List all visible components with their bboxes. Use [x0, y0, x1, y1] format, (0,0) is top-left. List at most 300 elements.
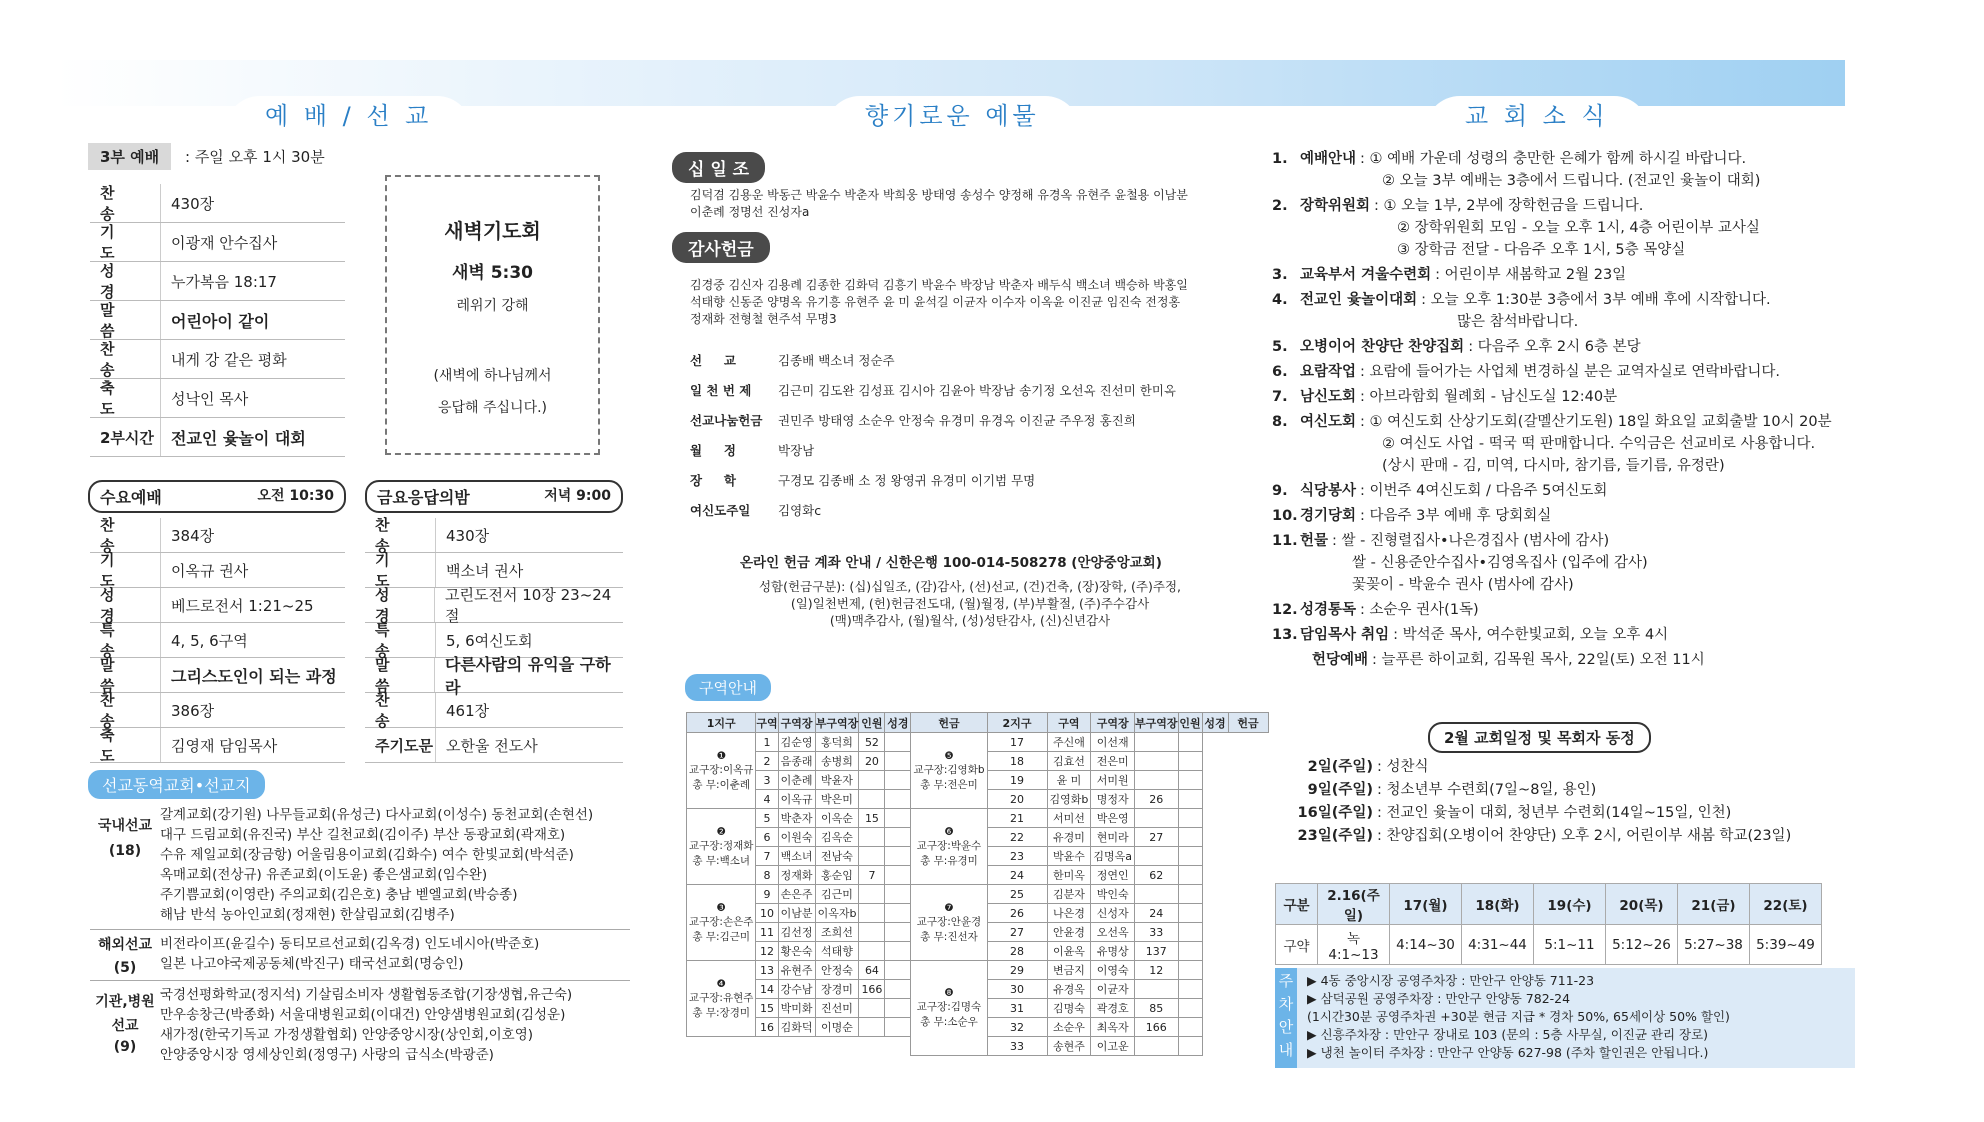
zone-cell: 조희선 — [815, 923, 859, 942]
zone-cell: 18 — [987, 752, 1047, 771]
news-text: : 다음주 3부 예배 후 당회회실 — [1360, 508, 1552, 524]
zone-group-right — [911, 961, 987, 1056]
inst-label2: 선교 — [111, 1018, 139, 1034]
inst-line: 안양중앙시장 영세상인회(정영구) 사랑의 급식소(박광준) — [160, 1047, 494, 1063]
zone-cell: 홍덕희 — [815, 733, 859, 752]
online-line: 성함(헌금구분): (십)십일조, (감)감사, (선)선교, (건)건축, (장)장학, (주)주정, — [758, 579, 1182, 594]
zone-cell — [859, 771, 885, 790]
news-first-line — [1272, 289, 1872, 311]
weekly-head-cell: 21(금) — [1678, 884, 1750, 925]
zone-cell — [885, 999, 911, 1018]
zone-cell: 주신애 — [1047, 733, 1091, 752]
news-topic: 헌물 — [1300, 533, 1329, 549]
zone-group-left — [687, 733, 756, 809]
zone-cell — [885, 828, 911, 847]
fri-value: 5, 6여신도회 — [435, 623, 533, 657]
zone-cell: 16 — [756, 1018, 778, 1037]
news-text: : ① 예배 가운데 성령의 충만한 은혜가 함께 하시길 바랍니다. — [1360, 151, 1747, 167]
fri-value: 461장 — [435, 693, 489, 727]
zone-group-lead: 교구장:김영화b — [913, 763, 985, 776]
zone-cell: 전은미 — [1091, 752, 1135, 771]
schedule-date: 9일(주일) — [1307, 782, 1373, 798]
news-num: 4. — [1272, 292, 1288, 308]
zone-cell: 31 — [987, 999, 1047, 1018]
zone-cell: 9 — [756, 885, 778, 904]
news-item — [1272, 649, 1872, 671]
service3-row — [90, 301, 345, 340]
zone-cell — [1135, 980, 1179, 999]
service3-key: 찬 송 — [100, 340, 129, 379]
inst-label1: 기관,병원 — [95, 994, 155, 1010]
zone-group-lead: 교구장:이옥규 — [689, 763, 754, 776]
news-text: : 이번주 4여신도회 / 다음주 5여신도회 — [1360, 483, 1608, 499]
offering-header: 향기로운 예물 — [825, 96, 1080, 131]
zone-group-lead2: 총 무:이춘례 — [692, 778, 750, 791]
service3-value: 전교인 윷놀이 대회 — [160, 418, 306, 456]
zone-cell: 안윤경 — [1047, 923, 1091, 942]
fri-row — [365, 655, 623, 697]
zone-cell: 김선정 — [778, 923, 815, 942]
schedule-date: 23일(주일) — [1297, 828, 1373, 844]
news-text: : 어린이부 새봄학교 2월 23일 — [1435, 267, 1627, 283]
zone-cell: 소순우 — [1047, 1018, 1091, 1037]
zone-cell — [885, 733, 911, 752]
thanks-line: 정재화 전형철 현주석 무명3 — [690, 312, 837, 326]
news-item — [1272, 289, 1872, 333]
zone-cell: 이옥규 — [778, 790, 815, 809]
offering-rows — [690, 345, 1250, 525]
zone-cell: 박인숙 — [1091, 885, 1135, 904]
news-first-line — [1272, 599, 1872, 621]
fri-key: 찬 송 — [375, 691, 404, 730]
zone-cell — [1135, 771, 1179, 790]
weekly-head-cell: 2.16(주일) — [1318, 884, 1390, 925]
zone-cell: 박미화 — [778, 999, 815, 1018]
zone-cell: 166 — [859, 980, 885, 999]
zone-cell — [1178, 828, 1202, 847]
zone-cell: 백소녀 — [778, 847, 815, 866]
mission-domestic — [90, 805, 630, 930]
fri-row — [365, 553, 623, 588]
zone-cell: 최옥자 — [1091, 1018, 1135, 1037]
zone-cell — [1178, 923, 1202, 942]
zone-cell: 1 — [756, 733, 778, 752]
service3-value: 430장 — [160, 184, 214, 222]
zone-cell: 정재화 — [778, 866, 815, 885]
zone-cell — [1135, 847, 1179, 866]
news-text: : 아브라함회 월례회 - 남신도실 12:40분 — [1360, 389, 1618, 405]
zone-cell: 28 — [987, 942, 1047, 961]
zone-cell: 32 — [987, 1018, 1047, 1037]
zone-cell: 5 — [756, 809, 778, 828]
service3-key: 찬 송 — [100, 184, 129, 223]
offer-row — [690, 405, 1250, 435]
zone-cell — [859, 904, 885, 923]
news-num: 3. — [1272, 267, 1288, 283]
zone-cell: 24 — [987, 866, 1047, 885]
fri-table — [365, 518, 623, 763]
zone-cell: 진선미 — [815, 999, 859, 1018]
news-list — [1272, 148, 1872, 674]
online-line: (맥)맥추감사, (월)월삭, (성)성탄감사, (신)신년감사 — [829, 613, 1111, 628]
zone-cell: 3 — [756, 771, 778, 790]
schedule-text: : 성찬식 — [1377, 759, 1429, 775]
zone-cell — [885, 980, 911, 999]
zone-header-cell: 인원 — [1178, 713, 1202, 733]
wed-row — [90, 623, 345, 658]
schedule-item — [1285, 825, 1885, 848]
news-first-line — [1272, 195, 1872, 217]
weekly-cell: 5:1~11 — [1534, 925, 1606, 965]
zone-cell: 166 — [1135, 1018, 1179, 1037]
service3-title: 3부 예배 — [88, 143, 171, 170]
offer-key: 선 교 — [690, 353, 736, 368]
zone-cell — [859, 923, 885, 942]
zone-cell: 이영숙 — [1091, 961, 1135, 980]
news-num: 6. — [1272, 364, 1288, 380]
zone-header-row — [687, 713, 1269, 733]
zone-cell: 명정자 — [1091, 790, 1135, 809]
zone-cell: 27 — [987, 923, 1047, 942]
service3-value: 성낙인 목사 — [160, 379, 248, 417]
service3-row — [90, 184, 345, 223]
schedule-text: : 청소년부 수련회(7일~8일, 용인) — [1377, 782, 1597, 798]
zone-cell: 29 — [987, 961, 1047, 980]
news-text: : ① 오늘 1부, 2부에 장학헌금을 드립니다. — [1374, 198, 1644, 214]
worship-header: 예 배 / 선 교 — [225, 96, 472, 131]
parking-line: ▶ 냉천 놀이터 주차장 : 만안구 안양동 627-98 (주차 할인권은 안됩니다.) — [1307, 1045, 1709, 1060]
zone-cell: 유경미 — [1047, 828, 1091, 847]
zone-cell: 20 — [987, 790, 1047, 809]
fri-row — [365, 693, 623, 728]
zone-row — [687, 733, 1269, 752]
news-topic: 경기당회 — [1300, 508, 1357, 524]
zone-cell: 석태향 — [815, 942, 859, 961]
wed-value: 그리스도인이 되는 과정 — [160, 658, 337, 692]
zone-cell: 김명옥a — [1091, 847, 1135, 866]
service3-key: 축 도 — [100, 379, 129, 418]
zone-group-right — [911, 885, 987, 961]
thanks-line: 김경중 김신자 김용례 김종한 김화덕 김흥기 박윤수 박장남 박춘자 배두식 백소녀 백승하 박홍일 — [690, 278, 1188, 292]
schedule-item — [1285, 802, 1885, 825]
fri-title-box — [365, 480, 623, 513]
zone-cell — [885, 847, 911, 866]
wed-value: 386장 — [160, 693, 214, 727]
zone-cell: 33 — [1135, 923, 1179, 942]
news-text: : 쌀 - 진형렬집사•나은경집사 (범사에 감사) — [1332, 533, 1610, 549]
zone-cell — [885, 809, 911, 828]
offer-row — [690, 345, 1250, 375]
zone-cell: 7 — [756, 847, 778, 866]
zone-cell: 27 — [1135, 828, 1179, 847]
zone-cell: 이원숙 — [778, 828, 815, 847]
zone-cell — [1135, 752, 1179, 771]
service3-value: 내게 강 같은 평화 — [160, 340, 287, 378]
zone-cell: 김순영 — [778, 733, 815, 752]
zone-cell: 송현주 — [1047, 1037, 1091, 1056]
zone-group-lead2: 총 무:김근미 — [692, 930, 750, 943]
zone-cell — [1178, 809, 1202, 828]
zone-group-num: ❶ — [716, 749, 726, 762]
zone-cell: 정연인 — [1091, 866, 1135, 885]
mission-tag: 선교동역교회•선교지 — [88, 770, 265, 799]
zone-cell: 12 — [756, 942, 778, 961]
service3-row — [90, 379, 345, 418]
tithe-line: 김덕겸 김용운 박동근 박윤수 박춘자 박희웅 방태영 송성수 양정해 유경옥 유현주 윤철용 이남분 — [690, 188, 1188, 202]
online-line: (일)일천번제, (헌)헌금전도대, (월)월정, (부)부활절, (주)주수감사 — [790, 596, 1150, 611]
domestic-line: 해남 반석 농아인교회(정재현) 한살림교회(김병주) — [160, 907, 455, 923]
zone-cell: 박은영 — [1091, 809, 1135, 828]
zone-cell: 137 — [1135, 942, 1179, 961]
wed-key: 기 도 — [100, 551, 129, 590]
news-num: 11. — [1272, 533, 1298, 549]
news-first-line — [1272, 336, 1872, 358]
news-first-line — [1272, 148, 1872, 170]
wed-table — [90, 518, 345, 763]
inst-line: 만우송창근(박종화) 서울대병원교회(이대건) 안양샘병원교회(김성운) — [160, 1007, 566, 1023]
fri-value: 다른사람의 유익을 구하라 — [434, 658, 623, 692]
weekly-cell: 녹4:1~13 — [1318, 925, 1390, 965]
zone-cell — [885, 866, 911, 885]
fri-key: 주기도문 — [375, 736, 433, 755]
service3-value: 누가복음 18:17 — [160, 262, 277, 300]
news-num: 2. — [1272, 198, 1288, 214]
zone-cell — [1178, 904, 1202, 923]
weekly-reading-table — [1275, 883, 1822, 965]
weekly-cell: 4:31~44 — [1462, 925, 1534, 965]
dawn-note2: 응답해 주십니다.) — [437, 400, 548, 416]
offer-key: 장 학 — [690, 473, 736, 488]
schedule-date: 16일(주일) — [1297, 805, 1373, 821]
news-text: ② 여신도 사업 - 떡국 떡 판매합니다. 수익금은 선교비로 사용합니다. — [1382, 436, 1816, 452]
zone-row — [687, 885, 1269, 904]
offer-row — [690, 465, 1250, 495]
online-title: 온라인 헌금 계좌 안내 / 신한은행 100-014-508278 (안양중앙교회) — [740, 555, 1162, 571]
news-first-line — [1272, 386, 1872, 408]
news-first-line — [1272, 264, 1872, 286]
news-text: : 오늘 오후 1:30분 3층에서 3부 예배 후에 시작합니다. — [1421, 292, 1771, 308]
schedule-text: : 전교인 윷놀이 대회, 청년부 수련회(14일~15일, 인천) — [1377, 805, 1732, 821]
zone-cell: 64 — [859, 961, 885, 980]
service3-row — [90, 340, 345, 379]
news-num: 8. — [1272, 414, 1288, 430]
zone-group-lead: 교구장:손은주 — [689, 915, 754, 928]
parking-line: ▶ 삼덕공원 공영주차장 : 만안구 안양동 782-24 — [1307, 991, 1571, 1006]
zone-cell: 52 — [859, 733, 885, 752]
news-text: : 소순우 권사(1독) — [1360, 602, 1479, 618]
fri-title: 금요응답의밤 — [377, 488, 470, 507]
zone-cell: 안정숙 — [815, 961, 859, 980]
zone-cell: 김분자 — [1047, 885, 1091, 904]
zone-cell — [885, 923, 911, 942]
news-text: : 요람에 들어가는 사업체 변경하실 분은 교역자실로 연락바랍니다. — [1360, 364, 1780, 380]
zone-cell — [1178, 961, 1202, 980]
wed-key: 찬 송 — [100, 516, 129, 555]
news-item — [1272, 148, 1872, 192]
zone-group-lead2: 총 무:소순우 — [920, 1016, 978, 1028]
news-text: : 다음주 오후 2시 6층 본당 — [1468, 339, 1641, 355]
zone-group-num: ❻ — [944, 825, 954, 838]
zone-cell: 14 — [756, 980, 778, 999]
zone-cell — [859, 999, 885, 1018]
zone-cell: 11 — [756, 923, 778, 942]
news-topic: 요람작업 — [1300, 364, 1357, 380]
zone-cell — [1178, 942, 1202, 961]
zone-cell — [885, 942, 911, 961]
zone-cell: 19 — [987, 771, 1047, 790]
wed-row — [90, 693, 345, 728]
service3-row — [90, 223, 345, 262]
zone-header-cell: 구역장 — [778, 713, 815, 733]
wed-key: 찬 송 — [100, 691, 129, 730]
zone-cell — [859, 828, 885, 847]
news-first-line — [1272, 505, 1872, 527]
zone-cell — [885, 1018, 911, 1037]
zone-cell — [859, 847, 885, 866]
zone-cell — [1178, 866, 1202, 885]
zone-cell: 김옥순 — [815, 828, 859, 847]
zone-group-num: ❷ — [716, 825, 726, 838]
zone-cell: 유명상 — [1091, 942, 1135, 961]
service3-key: 말 씀 — [100, 301, 129, 340]
zone-cell — [859, 942, 885, 961]
zone-cell: 25 — [987, 885, 1047, 904]
thanks-tag: 감사헌금 — [672, 232, 770, 263]
overseas-count: (5) — [113, 960, 137, 976]
news-item — [1272, 264, 1872, 286]
news-topic: 장학위원회 — [1300, 198, 1371, 214]
news-item — [1272, 361, 1872, 383]
mission-overseas — [90, 934, 630, 981]
wed-row — [90, 658, 345, 693]
zone-cell: 김명숙 — [1047, 999, 1091, 1018]
service3-key: 2부시간 — [100, 428, 154, 447]
zone-header-cell: 구역 — [1047, 713, 1091, 733]
news-first-line — [1272, 530, 1872, 552]
offer-value: 구경모 김종배 소 정 왕영귀 유경미 이기범 무명 — [778, 473, 1036, 488]
dawn-box — [385, 175, 600, 455]
news-first-line — [1272, 361, 1872, 383]
inst-list — [160, 985, 572, 1065]
zone-cell: 음종래 — [778, 752, 815, 771]
fri-time: 저녁 9:00 — [544, 488, 611, 504]
fri-key: 성 경 — [375, 586, 404, 625]
zone-cell — [1178, 771, 1202, 790]
zone-cell: 서미원 — [1091, 771, 1135, 790]
schedule-text: : 찬양집회(오병이어 찬양단) 오후 2시, 어린이부 새봄 학교(23일) — [1377, 828, 1792, 844]
zone-cell: 4 — [756, 790, 778, 809]
zone-group-lead: 교구장:유현주 — [689, 991, 754, 1004]
wed-value: 베드로전서 1:21~25 — [160, 588, 314, 622]
schedule-date: 2일(주일) — [1307, 759, 1373, 775]
inst-line: 국경선평화학교(정지석) 기살림소비자 생활협동조합(기장생협,유근숙) — [160, 987, 573, 1003]
zone-group-num: ❺ — [944, 749, 954, 762]
zone-cell: 17 — [987, 733, 1047, 752]
zone-cell — [1178, 999, 1202, 1018]
news-num: 10. — [1272, 508, 1298, 524]
zone-cell — [1178, 980, 1202, 999]
zone-cell: 26 — [1135, 790, 1179, 809]
zone-cell: 김화덕 — [778, 1018, 815, 1037]
zone-cell — [1135, 885, 1179, 904]
zone-cell: 85 — [1135, 999, 1179, 1018]
weekly-head-cell: 구분 — [1276, 884, 1318, 925]
news-num: 13. — [1272, 627, 1298, 643]
wed-value: 김영재 담임목사 — [160, 728, 277, 762]
news-first-line — [1272, 624, 1872, 646]
weekly-row — [1276, 925, 1822, 965]
wed-value: 384장 — [160, 518, 214, 552]
news-topic: 헌당예배 — [1312, 652, 1369, 668]
zone-cell: 박은미 — [815, 790, 859, 809]
wed-row — [90, 728, 345, 763]
zone-row — [687, 809, 1269, 828]
offer-value: 박장남 — [778, 443, 815, 458]
zone-cell: 이남분 — [778, 904, 815, 923]
parking-side-char: 차 — [1278, 995, 1294, 1013]
zone-header-cell: 성경 — [885, 713, 911, 733]
parking-line: (1시간30분 공영주차권 +30분 현금 지급 * 경차 50%, 65세이상 50% 할인) — [1307, 1009, 1730, 1024]
zone-cell: 26 — [987, 904, 1047, 923]
news-topic: 전교인 윷놀이대회 — [1300, 292, 1418, 308]
wed-key: 축 도 — [100, 726, 129, 765]
domestic-line: 갈계교회(강기원) 나무들교회(유성근) 다사교회(이성수) 동천교회(손현선) — [160, 807, 594, 823]
zone-group-left — [687, 885, 756, 961]
domestic-count: (18) — [108, 843, 142, 859]
zone-cell: 유경옥 — [1047, 980, 1091, 999]
news-item — [1272, 386, 1872, 408]
news-num: 12. — [1272, 602, 1298, 618]
fri-value: 430장 — [435, 518, 489, 552]
fri-value: 오한울 전도사 — [435, 728, 538, 762]
zone-cell: 황은숙 — [778, 942, 815, 961]
domestic-label: 국내선교 — [97, 818, 153, 834]
offer-key: 일 천 번 제 — [690, 383, 752, 398]
zone-group-lead: 교구장:김명숙 — [916, 1001, 982, 1013]
news-topic: 예배안내 — [1300, 151, 1357, 167]
news-text: 쌀 - 신용준안수집사•김영옥집사 (입주에 감사) — [1352, 555, 1648, 571]
domestic-list — [160, 805, 593, 925]
news-topic: 여신도회 — [1300, 414, 1357, 430]
service3-table — [90, 184, 345, 457]
zone-cell: 이춘례 — [778, 771, 815, 790]
zone-cell: 이명순 — [815, 1018, 859, 1037]
zone-cell: 서미선 — [1047, 809, 1091, 828]
news-topic: 성경통독 — [1300, 602, 1357, 618]
zone-header-cell: 인원 — [859, 713, 885, 733]
zone-group-lead2: 총 무:백소녀 — [692, 854, 750, 867]
fri-key: 기 도 — [375, 551, 404, 590]
zone-cell: 유현주 — [778, 961, 815, 980]
wed-key: 말 씀 — [100, 656, 129, 695]
zone-cell: 곽경호 — [1091, 999, 1135, 1018]
tithe-names — [690, 187, 1250, 221]
zone-header-cell: 부구역장 — [1135, 713, 1179, 733]
zone-cell — [859, 885, 885, 904]
weekly-head-cell: 18(화) — [1462, 884, 1534, 925]
online-lines — [700, 578, 1240, 629]
news-topic: 오병이어 찬양단 찬양집회 — [1300, 339, 1465, 355]
zone-cell — [1178, 885, 1202, 904]
dawn-speaker: 레위기 강해 — [456, 298, 529, 314]
news-topic: 남신도회 — [1300, 389, 1357, 405]
zone-group-lead2: 총 무:진선자 — [920, 930, 978, 943]
zone-header-cell: 2지구 — [987, 713, 1047, 733]
zone-cell: 장경미 — [815, 980, 859, 999]
zone-cell: 신성자 — [1091, 904, 1135, 923]
zone-cell: 8 — [756, 866, 778, 885]
wed-title-box — [88, 480, 346, 513]
